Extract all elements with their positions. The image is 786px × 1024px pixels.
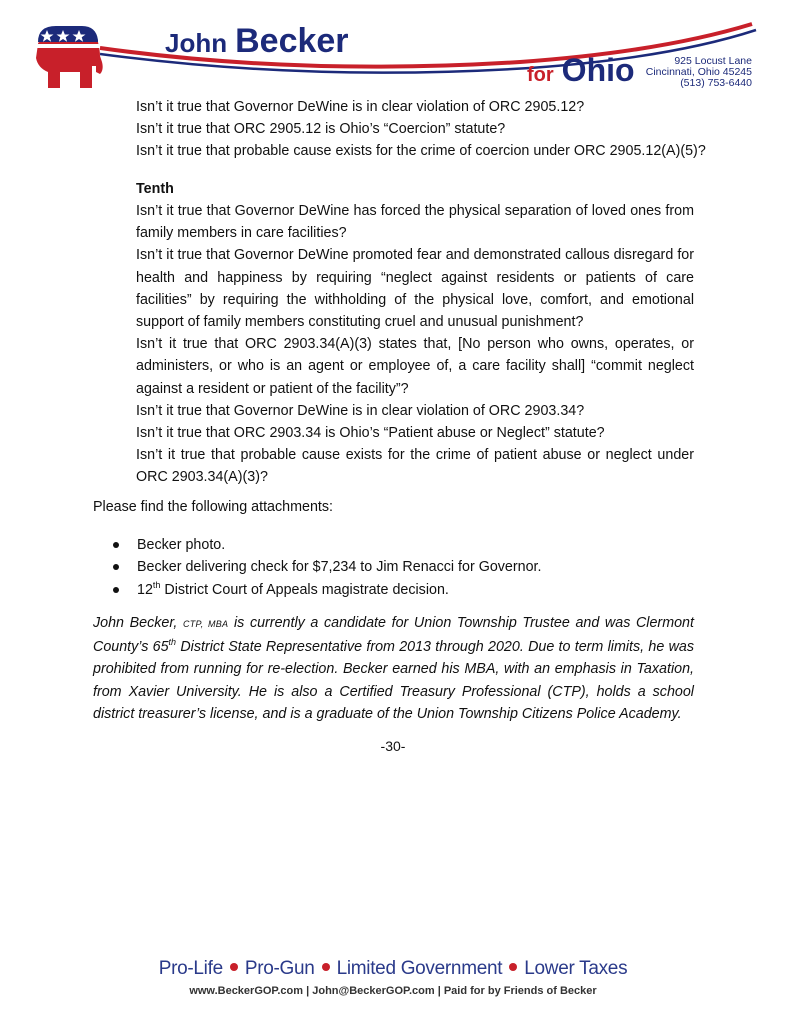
bio-name: John Becker,: [93, 615, 178, 631]
page-number: -30-: [380, 738, 406, 754]
question: Isn’t it true that Governor DeWine has forced the physical separation of loved ones from family members in care facilities?: [136, 203, 694, 242]
attachment-item: [93, 579, 693, 601]
ordinal-suffix: th: [168, 636, 177, 647]
candidate-last-name: Becker: [235, 22, 349, 60]
attachments-intro: Please find the following attachments:: [93, 499, 334, 515]
address-street: 925 Locust Lane: [674, 55, 752, 67]
question: Isn’t it true that Governor DeWine is in clear violation of ORC 2905.12?: [136, 99, 585, 115]
bio-text-2: District State Representative from 2013 through 2020. Due to term limits, he was prohibited from running for re-election. Becker earned his MBA, with an emphasis in Taxation, from Xavier University. He is also a Certified Treasury Professional (CTP), holds a school district treasurer’s license, and is a graduate of the Union Township Citizens Police Academy.: [93, 638, 694, 723]
red-dot-icon: [509, 963, 517, 971]
question: Isn’t it true that ORC 2905.12 is Ohio’s “Coercion” statute?: [136, 121, 506, 138]
for-ohio-wordmark: [527, 52, 635, 89]
campaign-address: [646, 56, 752, 89]
footer-divider: |: [306, 985, 310, 997]
bio-text-1: is currently a candidate for Union Township Trustee and was Clermont County’s 65: [93, 615, 694, 655]
question: Isn’t it true that ORC 2903.34 is Ohio’s “Patient abuse or Neglect” statute?: [136, 425, 605, 442]
attachment-item: [93, 556, 693, 578]
slogan-item: Limited Government: [336, 958, 503, 979]
questions-top: [136, 96, 706, 163]
address-phone: (513) 753-6440: [680, 77, 752, 89]
attachment-text: District Court of Appeals magistrate decision.: [160, 581, 449, 598]
bullet-icon: [113, 564, 119, 570]
attachment-number: 12: [137, 581, 153, 598]
address-city: Cincinnati, Ohio 45245: [645, 66, 752, 78]
footer-paid-for: Paid for by Friends of Becker: [443, 985, 597, 997]
section-heading-tenth: Tenth: [136, 181, 174, 197]
candidate-name: [165, 22, 349, 61]
footer-slogan: [0, 958, 786, 980]
slogan-item: Pro-Life: [158, 958, 223, 979]
footer-contact: [0, 985, 786, 997]
slogan-item: Pro-Gun: [244, 958, 315, 979]
ordinal-suffix: th: [152, 580, 161, 591]
bullet-icon: [113, 542, 119, 548]
republican-elephant-icon: [30, 22, 104, 90]
attachment-item: [93, 534, 693, 556]
bio-credentials: CTP, MBA: [182, 619, 229, 629]
questions-tenth: [136, 200, 694, 489]
question: Isn’t it true that Governor DeWine is in clear violation of ORC 2903.34?: [136, 402, 585, 419]
attachment-text: Becker photo.: [137, 537, 226, 553]
attachments-list: [93, 534, 693, 601]
question: Isn’t it true that probable cause exists for the crime of patient abuse or neglect under ORC 2903.34(A)(3)?: [136, 447, 694, 486]
red-dot-icon: [230, 963, 238, 971]
author-bio: [93, 612, 694, 726]
question: Isn’t it true that probable cause exists for the crime of coercion under ORC 2905.12(A)(5)?: [136, 143, 706, 160]
question: Isn’t it true that ORC 2903.34(A)(3) states that, [No person who owns, operates, or administers, or who is an agent or employee of, a care facility shall] “commit neglect against a resident or patient of the facility”?: [136, 336, 694, 397]
red-dot-icon: [322, 963, 330, 971]
candidate-first-name: John: [165, 28, 228, 58]
for-word: for: [527, 64, 554, 86]
ohio-word: Ohio: [561, 52, 635, 88]
footer-divider: |: [437, 985, 441, 997]
bullet-icon: [113, 587, 119, 593]
question: Isn’t it true that Governor DeWine promoted fear and demonstrated callous disregard for health and happiness by requiring “neglect against residents or patients of care facilities” by requiring the withholding of the physical love, comfort, and emotional support of family members constituting cruel and unusual punishment?: [136, 247, 694, 331]
slogan-item: Lower Taxes: [524, 958, 628, 979]
footer-website: www.BeckerGOP.com: [189, 985, 304, 997]
attachment-text: Becker delivering check for $7,234 to Jim Renacci for Governor.: [137, 559, 542, 576]
footer-email: John@BeckerGOP.com: [312, 985, 435, 997]
